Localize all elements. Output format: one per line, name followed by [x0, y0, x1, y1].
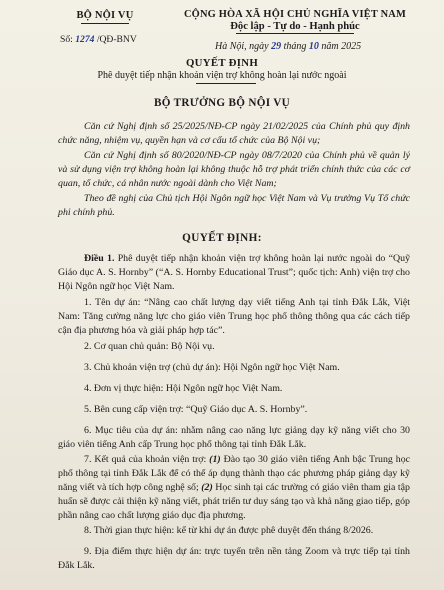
article-1-label: Điều 1. — [84, 253, 115, 264]
article-1 — [58, 252, 410, 294]
document-type-title: QUYẾT ĐỊNH — [185, 57, 259, 69]
document-subject: Phê duyệt tiếp nhận khoản viện trợ không hoàn lại nước ngoài — [97, 70, 347, 81]
national-header-block — [175, 9, 415, 52]
document-number: Số: 1274 /QĐ-BNV — [60, 34, 137, 45]
item-2-governing-agency: 2. Cơ quan chủ quản: Bộ Nội vụ. — [84, 341, 215, 352]
handwritten-day: 29 — [271, 41, 282, 52]
item-1-project-name: 1. Tên dự án: “Nâng cao chất lượng dạy viết tiếng Anh tại tỉnh Đắk Lắk, Việt Nam: Tăng cường năng lực cho giáo viên Trung học phổ thông thông qua các cách tiếp cận địa phương hóa và giải pháp hợp tác”. — [58, 297, 410, 336]
motto-underline — [236, 33, 354, 34]
handwritten-number: 1274 — [75, 34, 95, 45]
preamble-clause-1: Căn cứ Nghị định số 25/2025/NĐ-CP ngày 21/02/2025 của Chính phủ quy định chức năng, nhiệm vụ, quyền hạn và cơ cấu tổ chức của Bộ Nội vụ; — [58, 121, 410, 146]
subject-underline — [196, 83, 256, 84]
national-motto: Độc lập - Tự do - Hạnh phúc — [230, 21, 360, 32]
decision-heading: QUYẾT ĐỊNH: — [182, 232, 262, 244]
preamble-clause-3: Theo đề nghị của Chủ tịch Hội Ngôn ngữ học Việt Nam và Vụ trưởng Vụ Tổ chức phi chính phủ. — [58, 193, 410, 218]
item-7-results: 7. Kết quả của khoản viện trợ: (1) Đào tạo 30 giáo viên tiếng Anh bậc Trung học phổ thông tại tỉnh Đắk Lắk để có thể áp dụng thành thạo các phương pháp giảng dạy kỹ năng viết và tích hợp công nghệ số; (2) Học sinh tại các trường có giáo viên tham gia tập huấn sẽ được cải thiện kỹ năng viết, phát triển tư duy sáng tạo và khả năng giao tiếp, góp phần nâng cao chất lượng giáo dục địa phương. — [58, 454, 411, 521]
handwritten-month: 10 — [308, 41, 319, 52]
nation-name: CỘNG HÒA XÃ HỘI CHỦ NGHĨA VIỆT NAM — [183, 9, 407, 20]
agency-underline — [81, 23, 129, 24]
item-5-aid-provider: 5. Bên cung cấp viện trợ: “Quỹ Giáo dục A. S. Hornby”. — [84, 404, 308, 415]
item-6-objective: 6. Mục tiêu của dự án: nhằm nâng cao năng lực giảng dạy kỹ năng viết cho 30 giáo viên tiếng Anh cấp Trung học phổ thông tại tỉnh Đắk Lắk. — [58, 425, 410, 450]
issue-date: Hà Nội, ngày 29 tháng 10 năm 2025 — [215, 41, 362, 52]
article-1-text: Phê duyệt tiếp nhận khoản viện trợ không hoàn lại nước ngoài do “Quỹ Giáo dục A. S. Hornby” (“A. S. Hornby Educational Trust”; quốc tịch: Anh) viện trợ cho Hội Ngôn ngữ học Việt Nam. — [58, 253, 411, 292]
item-4-implementing-unit: 4. Đơn vị thực hiện: Hội Ngôn ngữ học Việt Nam. — [84, 383, 283, 394]
item-3-aid-owner: 3. Chủ khoản viện trợ (chủ dự án): Hội Ngôn ngữ học Việt Nam. — [84, 362, 340, 373]
issuer-title: BỘ TRƯỞNG BỘ NỘI VỤ — [153, 97, 291, 109]
preamble-clause-2: Căn cứ Nghị định số 80/2020/NĐ-CP ngày 08/7/2020 của Chính phủ về quản lý và sử dụng viện trợ không hoàn lại không thuộc hỗ trợ phát triển chính thức của các cơ quan, tổ chức, cá nhân nước ngoài dành cho Việt Nam; — [58, 150, 410, 189]
item-9-location: 9. Địa điểm thực hiện dự án: trực tuyến trên nền tảng Zoom và trực tiếp tại tỉnh Đắk Lắk. — [58, 546, 410, 571]
item-8-duration: 8. Thời gian thực hiện: kể từ khi dự án được phê duyệt đến tháng 8/2026. — [84, 525, 374, 536]
issuing-agency-block — [50, 10, 160, 45]
agency-name: BỘ NỘI VỤ — [76, 10, 134, 21]
